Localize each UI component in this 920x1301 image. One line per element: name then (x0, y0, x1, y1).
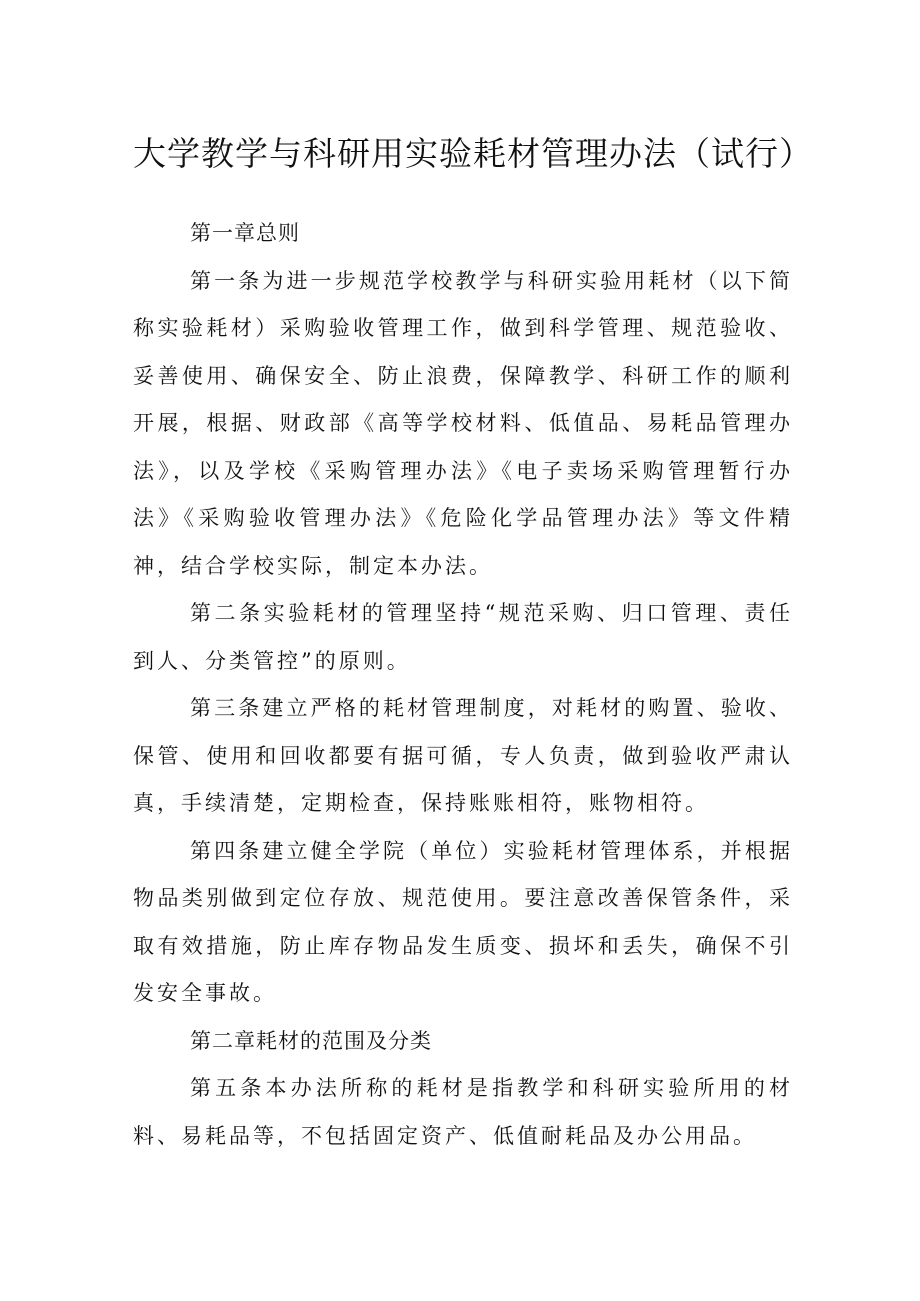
article-paragraph: 第一条为进一步规范学校教学与科研实验用耗材（以下简称实验耗材）采购验收管理工作，做到科学管理、规范验收、妥善使用、确保安全、防止浪费，保障教学、科研工作的顺利开展，根据、财政部《高等学校材料、低值品、易耗品管理办法》，以及学校《采购管理办法》《电子卖场采购管理暂行办法》《采购验收管理办法》《危险化学品管理办法》等文件精神，结合学校实际，制定本办法。 (133, 268, 793, 578)
article-paragraph: 第五条本办法所称的耗材是指教学和科研实验所用的材料、易耗品等，不包括固定资产、低值耐耗品及办公用品。 (133, 1076, 793, 1148)
chapter-heading: 第一章总则 (190, 221, 300, 245)
document-body (133, 210, 793, 1160)
article-paragraph: 第四条建立健全学院（单位）实验耗材管理体系，并根据物品类别做到定位存放、规范使用。要注意改善保管条件，采取有效措施，防止库存物品发生质变、损坏和丢失，确保不引发安全事故。 (133, 838, 793, 1005)
document-title: 大学教学与科研用实验耗材管理办法（试行） (133, 134, 813, 173)
chapter-heading: 第二章耗材的范围及分类 (190, 1028, 432, 1053)
article-paragraph: 第二条实验耗材的管理坚持“规范采购、归口管理、责任到人、分类管控”的原则。 (133, 601, 793, 673)
article-paragraph: 第三条建立严格的耗材管理制度，对耗材的购置、验收、保管、使用和回收都要有据可循，专人负责，做到验收严肃认真，手续清楚，定期检查，保持账账相符，账物相符。 (133, 696, 793, 815)
